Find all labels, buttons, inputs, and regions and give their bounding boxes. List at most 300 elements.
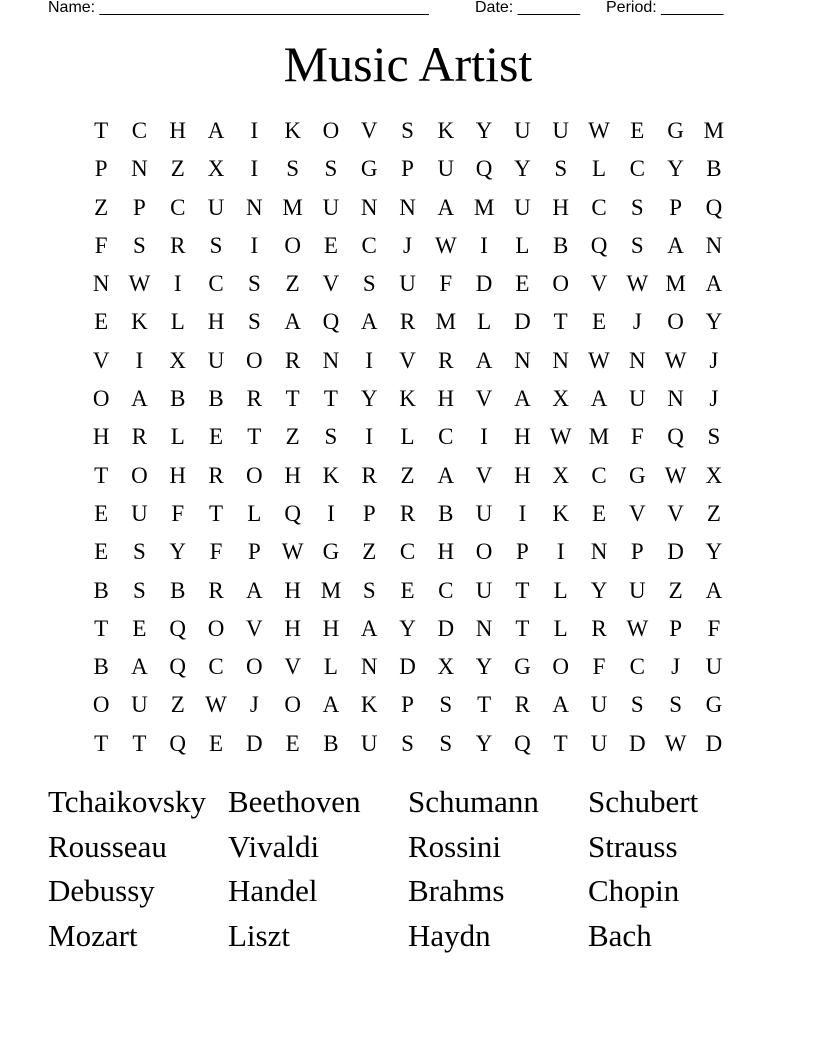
grid-letter[interactable]: U [360,730,378,756]
grid-letter[interactable]: W [128,271,151,297]
grid-letter[interactable]: C [591,194,607,220]
grid-letter[interactable]: T [132,730,147,756]
grid-letter[interactable]: B [170,386,186,412]
grid-letter[interactable]: W [664,462,687,488]
grid-letter[interactable]: R [170,232,186,258]
grid-letter[interactable]: H [284,615,301,641]
grid-letter[interactable]: H [169,462,187,488]
grid-letter[interactable]: N [322,347,340,373]
grid-letter[interactable]: G [705,692,723,718]
grid-letter[interactable]: Y [705,309,723,335]
grid-letter[interactable]: S [324,424,338,450]
grid-letter[interactable]: V [322,271,340,297]
grid-letter[interactable]: Q [590,232,608,258]
grid-letter[interactable]: I [327,500,335,526]
grid-letter[interactable]: S [630,692,644,718]
grid-letter[interactable]: B [323,730,339,756]
word-bank-item: Bach [588,918,652,954]
grid-letter[interactable]: S [401,118,414,143]
grid-letter[interactable]: L [170,424,185,450]
grid-letter[interactable]: X [552,386,570,412]
grid-letter[interactable]: H [322,615,340,641]
grid-letter[interactable]: U [475,577,493,603]
grid-letter[interactable]: E [591,309,607,335]
grid-letter[interactable]: U [437,156,455,182]
grid-letter[interactable]: A [131,654,148,680]
grid-letter[interactable]: L [591,156,607,182]
grid-letter[interactable]: H [437,539,455,565]
grid-letter[interactable]: L [553,615,568,641]
grid-letter[interactable]: I [173,271,182,297]
grid-letter[interactable]: A [437,462,455,488]
grid-letter[interactable]: M [473,194,495,220]
grid-letter[interactable]: P [669,194,682,220]
grid-letter[interactable]: O [552,654,570,680]
grid-letter[interactable]: W [664,730,687,756]
grid-letter[interactable]: X [437,654,455,680]
grid-letter[interactable]: N [360,654,378,680]
grid-letter[interactable]: O [284,232,301,258]
grid-letter[interactable]: F [209,539,223,565]
grid-letter[interactable]: T [553,309,568,335]
grid-letter[interactable]: M [665,271,686,297]
grid-letter[interactable]: I [250,156,259,182]
grid-letter[interactable]: D [437,615,455,641]
grid-letter[interactable]: L [477,309,492,335]
grid-letter[interactable]: I [250,232,259,258]
grid-letter[interactable]: S [362,271,376,297]
grid-letter[interactable]: C [629,654,645,680]
grid-letter[interactable]: A [437,194,455,220]
grid-letter[interactable]: V [284,654,301,680]
grid-letter[interactable]: S [247,271,261,297]
grid-letter[interactable]: T [553,730,568,756]
grid-letter[interactable]: U [399,271,416,297]
grid-letter[interactable]: O [246,347,263,373]
grid-letter[interactable]: V [667,500,684,526]
grid-letter[interactable]: K [552,500,570,526]
grid-letter[interactable]: K [322,462,340,488]
grid-letter[interactable]: R [514,692,531,718]
grid-letter[interactable]: I [518,500,527,526]
grid-letter[interactable]: T [515,615,530,641]
name-field[interactable]: Name: _____________________________________ [48,0,429,16]
grid-letter[interactable]: S [630,232,644,258]
grid-letter[interactable]: Z [285,424,300,450]
grid-letter[interactable]: U [628,386,646,412]
grid-letter[interactable]: T [285,386,300,412]
grid-letter[interactable]: C [208,271,224,297]
grid-letter[interactable]: Y [475,730,493,756]
grid-letter[interactable]: Z [170,156,185,182]
grid-letter[interactable]: X [207,156,225,182]
grid-letter[interactable]: U [514,194,531,220]
grid-letter[interactable]: V [628,500,646,526]
grid-letter[interactable]: Q [322,309,340,335]
grid-letter[interactable]: G [514,654,531,680]
grid-letter[interactable]: D [705,730,723,756]
grid-letter[interactable]: H [514,424,531,450]
grid-letter[interactable]: Z [94,194,109,220]
grid-letter[interactable]: N [552,347,570,373]
grid-letter[interactable]: S [133,232,146,258]
grid-letter[interactable]: E [209,730,224,756]
grid-letter[interactable]: U [207,194,225,220]
grid-letter[interactable]: Y [399,615,416,641]
grid-letter[interactable]: G [322,539,340,565]
grid-letter[interactable]: E [323,232,338,258]
grid-letter[interactable]: Y [590,577,608,603]
grid-letter[interactable]: N [514,347,531,373]
grid-letter[interactable]: M [282,194,303,220]
grid-letter[interactable]: Y [360,386,378,412]
grid-letter[interactable]: V [246,615,263,641]
grid-letter[interactable]: U [322,194,340,220]
grid-letter[interactable]: S [401,730,414,756]
grid-letter[interactable]: Z [170,692,185,718]
grid-letter[interactable]: P [94,156,108,182]
period-field[interactable]: Period: _______ [606,0,724,16]
word-bank-item: Debussy [48,873,155,909]
grid-letter[interactable]: E [515,271,530,297]
grid-letter[interactable]: L [400,424,415,450]
grid-letter[interactable]: P [247,539,261,565]
word-bank-item: Haydn [408,918,491,954]
grid-letter[interactable]: M [588,424,610,450]
grid-letter[interactable]: V [475,462,493,488]
grid-letter[interactable]: F [630,424,644,450]
grid-letter[interactable]: N [360,194,378,220]
grid-letter[interactable]: O [246,654,263,680]
grid-letter[interactable]: Y [169,539,187,565]
grid-letter[interactable]: L [515,232,530,258]
word-bank-item: Beethoven [228,784,361,819]
grid-letter[interactable]: P [401,692,414,718]
grid-letter[interactable]: R [246,386,262,412]
grid-letter[interactable]: M [435,309,457,335]
grid-letter[interactable]: T [477,692,492,718]
grid-letter[interactable]: S [669,692,682,718]
grid-letter[interactable]: A [322,692,340,718]
grid-letter[interactable]: T [209,500,224,526]
grid-letter[interactable]: S [439,730,453,756]
grid-letter[interactable]: O [246,462,263,488]
grid-letter[interactable]: C [361,232,377,258]
grid-letter[interactable]: C [170,194,186,220]
grid-letter[interactable]: Q [169,730,187,756]
grid-letter[interactable]: O [207,615,225,641]
grid-letter[interactable]: F [439,271,453,297]
grid-letter[interactable]: L [323,654,338,680]
grid-letter[interactable]: O [475,539,493,565]
grid-letter[interactable]: H [207,309,225,335]
grid-letter[interactable]: O [92,386,110,412]
grid-letter[interactable]: J [671,654,681,680]
grid-letter[interactable]: L [170,309,185,335]
grid-letter[interactable]: D [514,309,531,335]
grid-letter[interactable]: A [360,309,378,335]
word-bank-item: Vivaldi [228,828,320,864]
grid-letter[interactable]: X [552,462,570,488]
grid-letter[interactable]: A [590,386,608,412]
grid-letter[interactable]: U [475,500,493,526]
grid-letter[interactable]: I [135,347,144,373]
grid-letter[interactable]: E [630,118,645,143]
grid-letter[interactable]: R [591,615,607,641]
grid-letter[interactable]: T [247,424,262,450]
grid-letter[interactable]: H [437,386,455,412]
grid-letter[interactable]: W [664,347,687,373]
grid-letter[interactable]: F [707,615,721,641]
grid-letter[interactable]: U [590,692,608,718]
grid-letter[interactable]: H [284,462,301,488]
grid-letter[interactable]: P [669,615,682,641]
grid-letter[interactable]: B [706,156,722,182]
grid-letter[interactable]: B [553,232,569,258]
grid-letter[interactable]: Z [285,271,300,297]
grid-letter[interactable]: C [629,156,645,182]
grid-letter[interactable]: X [169,347,187,373]
grid-letter[interactable]: A [667,232,684,258]
grid-letter[interactable]: D [399,654,416,680]
grid-letter[interactable]: U [705,654,723,680]
grid-letter[interactable]: N [705,232,723,258]
grid-letter[interactable]: K [131,309,148,335]
grid-letter[interactable]: H [169,118,187,143]
grid-letter[interactable]: R [399,309,416,335]
grid-letter[interactable]: D [246,730,263,756]
grid-letter[interactable]: G [628,462,646,488]
grid-letter[interactable]: F [592,654,606,680]
grid-letter[interactable]: S [133,539,146,565]
grid-letter[interactable]: A [514,386,531,412]
grid-letter[interactable]: T [94,118,109,143]
grid-letter[interactable]: A [246,577,263,603]
grid-letter[interactable]: A [284,309,301,335]
grid-letter[interactable]: S [133,577,146,603]
grid-letter[interactable]: T [515,577,530,603]
grid-letter[interactable]: E [285,730,300,756]
grid-letter[interactable]: H [552,194,570,220]
grid-letter[interactable]: N [667,386,684,412]
grid-letter[interactable]: O [92,692,110,718]
grid-letter[interactable]: V [360,118,378,143]
grid-letter[interactable]: Y [667,156,684,182]
date-field[interactable]: Date: _______ [475,0,580,16]
grid-letter[interactable]: U [514,118,531,143]
grid-letter[interactable]: R [131,424,148,450]
grid-letter[interactable]: Z [400,462,415,488]
grid-letter[interactable]: T [94,615,109,641]
grid-letter[interactable]: W [434,232,457,258]
grid-letter[interactable]: E [94,500,109,526]
grid-letter[interactable]: S [209,232,223,258]
grid-letter[interactable]: Y [705,539,723,565]
grid-letter[interactable]: O [667,309,684,335]
word-bank-item: Tchaikovsky [48,784,206,819]
grid-letter[interactable]: N [628,347,646,373]
grid-letter[interactable]: H [514,462,531,488]
grid-letter[interactable]: R [399,500,416,526]
grid-letter[interactable]: W [205,692,227,718]
grid-letter[interactable]: P [630,539,644,565]
grid-letter[interactable]: R [208,462,224,488]
grid-letter[interactable]: Z [668,577,683,603]
grid-letter[interactable]: N [475,615,493,641]
grid-letter[interactable]: U [628,577,646,603]
grid-letter[interactable]: N [92,271,110,297]
grid-letter[interactable]: V [475,386,493,412]
grid-letter[interactable]: C [131,118,148,143]
grid-letter[interactable]: Y [475,118,493,143]
grid-letter[interactable]: Q [705,194,723,220]
grid-letter[interactable]: U [590,730,608,756]
grid-letter[interactable]: W [626,615,649,641]
grid-letter[interactable]: M [703,118,725,143]
grid-letter[interactable]: E [400,577,415,603]
grid-letter[interactable]: C [591,462,607,488]
grid-letter[interactable]: S [286,156,300,182]
grid-letter[interactable]: Q [169,615,187,641]
grid-letter[interactable]: F [171,500,185,526]
grid-letter[interactable]: Q [169,654,187,680]
grid-letter[interactable]: V [92,347,110,373]
grid-letter[interactable]: X [705,462,723,488]
grid-letter[interactable]: H [92,424,110,450]
grid-letter[interactable]: N [131,156,148,182]
grid-letter[interactable]: A [131,386,148,412]
grid-letter[interactable]: P [133,194,146,220]
grid-letter[interactable]: T [94,462,109,488]
grid-letter[interactable]: I [480,232,488,258]
grid-letter[interactable]: V [590,271,608,297]
grid-letter[interactable]: G [667,118,684,143]
grid-letter[interactable]: U [207,347,225,373]
grid-letter[interactable]: D [628,730,646,756]
grid-letter[interactable]: W [626,271,649,297]
grid-letter[interactable]: B [438,500,454,526]
grid-letter[interactable]: V [399,347,416,373]
grid-letter[interactable]: K [437,118,455,143]
grid-letter[interactable]: J [709,386,719,412]
grid-letter[interactable]: Q [514,730,531,756]
grid-letter[interactable]: O [284,692,301,718]
grid-letter[interactable]: L [247,500,262,526]
grid-letter[interactable]: N [399,194,416,220]
grid-letter[interactable]: U [552,118,570,143]
grid-letter[interactable]: Z [706,500,721,526]
grid-letter[interactable]: B [208,386,224,412]
grid-letter[interactable]: P [362,500,376,526]
grid-letter[interactable]: Y [514,156,531,182]
grid-letter[interactable]: A [552,692,570,718]
grid-letter[interactable]: K [284,118,301,143]
grid-letter[interactable]: J [632,309,642,335]
grid-letter[interactable]: S [362,577,376,603]
grid-letter[interactable]: A [207,118,225,143]
grid-letter[interactable]: W [281,539,304,565]
letter-grid [82,112,733,762]
grid-letter[interactable]: A [475,347,493,373]
grid-letter[interactable]: N [246,194,263,220]
grid-letter[interactable]: O [131,462,148,488]
grid-letter[interactable]: R [438,347,454,373]
grid-letter[interactable]: Z [362,539,377,565]
grid-letter[interactable]: B [170,577,186,603]
grid-letter[interactable]: E [132,615,147,641]
grid-letter[interactable]: S [439,692,453,718]
grid-letter[interactable]: S [554,156,568,182]
grid-letter[interactable]: J [403,232,412,258]
grid-letter[interactable]: S [247,309,261,335]
grid-letter[interactable]: L [553,577,568,603]
grid-letter[interactable]: O [552,271,570,297]
grid-letter[interactable]: I [480,424,488,450]
grid-letter[interactable]: J [249,692,259,718]
grid-letter[interactable]: I [250,118,259,143]
grid-letter[interactable]: T [323,386,338,412]
grid-letter[interactable]: B [93,654,109,680]
grid-letter[interactable]: D [667,539,684,565]
grid-letter[interactable]: C [399,539,416,565]
grid-letter[interactable]: C [438,424,454,450]
grid-letter[interactable]: Q [284,500,301,526]
grid-letter[interactable]: H [284,577,301,603]
grid-letter[interactable]: W [588,118,610,143]
grid-letter[interactable]: Y [475,654,493,680]
grid-letter[interactable]: D [475,271,493,297]
grid-letter[interactable]: B [93,577,109,603]
grid-letter[interactable]: E [94,539,109,565]
grid-row [82,572,733,610]
grid-letter[interactable]: I [556,539,565,565]
grid-letter[interactable]: E [591,500,607,526]
grid-letter[interactable]: C [438,577,454,603]
grid-letter[interactable]: Q [667,424,684,450]
grid-letter[interactable]: W [549,424,572,450]
grid-letter[interactable]: M [320,577,342,603]
grid-letter[interactable]: G [360,156,378,182]
grid-letter[interactable]: R [284,347,301,373]
grid-letter[interactable]: Q [475,156,493,182]
grid-letter[interactable]: S [707,424,721,450]
grid-letter[interactable]: T [94,730,109,756]
grid-letter[interactable]: K [399,386,416,412]
grid-letter[interactable]: A [705,271,723,297]
grid-letter[interactable]: S [630,194,644,220]
grid-letter[interactable]: E [94,309,109,335]
grid-letter[interactable]: U [131,692,148,718]
grid-letter[interactable]: E [209,424,224,450]
grid-letter[interactable]: R [208,577,224,603]
grid-letter[interactable]: W [588,347,610,373]
grid-letter[interactable]: J [709,347,719,373]
grid-letter[interactable]: U [131,500,148,526]
grid-letter[interactable]: K [360,692,378,718]
grid-letter[interactable]: F [94,232,108,258]
grid-letter[interactable]: I [365,347,374,373]
grid-letter[interactable]: N [590,539,608,565]
grid-letter[interactable]: A [360,615,378,641]
grid-letter[interactable]: R [361,462,377,488]
grid-letter[interactable]: P [516,539,529,565]
grid-letter[interactable]: A [705,577,723,603]
grid-letter[interactable]: C [208,654,224,680]
grid-letter[interactable]: S [324,156,338,182]
grid-letter[interactable]: I [365,424,374,450]
grid-letter[interactable]: O [322,118,340,143]
grid-letter[interactable]: P [401,156,414,182]
